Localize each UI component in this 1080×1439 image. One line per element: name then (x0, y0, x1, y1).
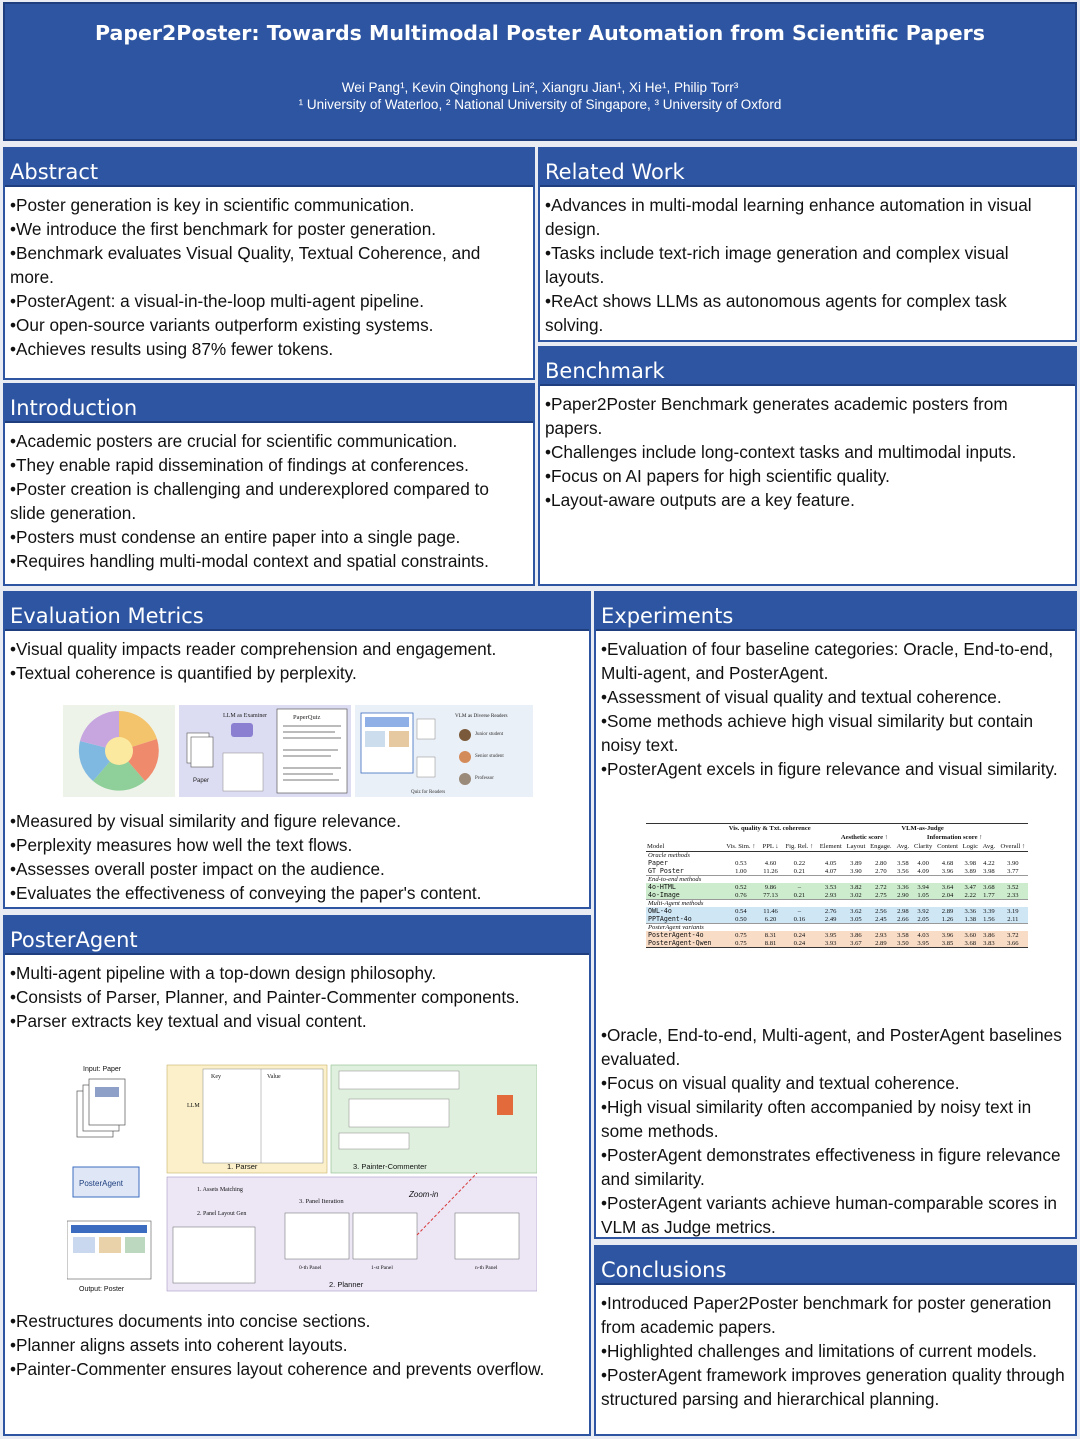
poster-title: Paper2Poster: Towards Multimodal Poster Automation from Scientific Papers (95, 21, 985, 45)
bullet-item: •Achieves results using 87% fewer tokens. (10, 339, 334, 359)
table-cell: 3.19 (1007, 907, 1019, 915)
table-column-header: Clarity (912, 842, 935, 852)
table-cell: 3.47 (964, 883, 977, 891)
bullet-item: •ReAct shows LLMs as autonomous agents for complex task solving. (545, 291, 1007, 335)
table-header-cell (646, 824, 722, 834)
table-row (646, 859, 1028, 867)
affiliations: ¹ University of Waterloo, ² National University of Singapore, ³ University of Oxford (298, 97, 782, 112)
table-cell: 4o-HTML (648, 883, 676, 891)
table-cell: 3.98 (964, 859, 977, 867)
table-cell: 2.72 (875, 883, 887, 891)
table-cell: 3.62 (850, 907, 862, 915)
table-cell: 2.80 (875, 859, 887, 867)
table-cell: 3.95 (917, 939, 929, 947)
introduction-bullets (5, 423, 533, 573)
bullet-item: •Layout-aware outputs are a key feature. (545, 490, 855, 510)
table-row (646, 883, 1028, 891)
table-cell: GT Poster (648, 867, 684, 875)
conclusions-section (594, 1245, 1077, 1436)
table-cell: 2.66 (897, 915, 909, 923)
bullet-item: •Posters must condense an entire paper into a single page. (10, 527, 461, 547)
table-cell: 1.77 (983, 891, 995, 899)
table-cell: 3.92 (917, 907, 929, 915)
bullet-item: •Visual quality impacts reader comprehension and engagement. (10, 639, 497, 659)
bullet-item: •High visual similarity often accompanied by noisy text in some methods. (601, 1097, 1032, 1141)
bullet-item: •Focus on visual quality and textual coherence. (601, 1073, 960, 1093)
table-column-header: Avg. (894, 842, 912, 852)
table-cell: 3.90 (1007, 859, 1019, 867)
bullet-item: •PosterAgent: a visual-in-the-loop multi-agent pipeline. (10, 291, 424, 311)
authors: Wei Pang¹, Kevin Qinghong Lin², Xiangru Jian¹, Xi He¹, Philip Torr³ (341, 80, 739, 95)
table-cell: 4.09 (917, 867, 929, 875)
table-cell: 1.56 (983, 915, 995, 923)
table-cell: 0.52 (735, 883, 747, 891)
poster-agent-heading: PosterAgent (5, 917, 589, 955)
table-cell: 4.22 (983, 859, 995, 867)
bullet-item: •Poster creation is challenging and underexplored compared to slide generation. (10, 479, 489, 523)
table-cell: OWL-4o (648, 907, 672, 915)
table-column-header: Fig. Rel. ↑ (782, 842, 817, 852)
bullet-item: •Highlighted challenges and limitations of current models. (601, 1341, 1037, 1361)
table-cell: 2.22 (964, 891, 977, 899)
table-row (646, 915, 1028, 924)
bullet-item: •PosterAgent excels in figure relevance and visual similarity. (601, 759, 1058, 779)
fig-llm: LLM (187, 1103, 200, 1109)
table-cell: 2.98 (897, 907, 909, 915)
poster-agent-section (3, 915, 591, 1436)
table-cell: 8.31 (764, 931, 777, 939)
experiments-section (594, 591, 1077, 1239)
introduction-heading: Introduction (5, 385, 533, 423)
table-cell: 3.85 (941, 939, 954, 947)
fig-paper-label: Paper (193, 778, 210, 784)
bullet-item: •Introduced Paper2Poster benchmark for poster generation from academic papers. (601, 1293, 1052, 1337)
table-cell: 4.00 (917, 859, 929, 867)
table-cell: 3.67 (850, 939, 862, 947)
table-cell: 2.93 (824, 891, 837, 899)
bullet-item: •Paper2Poster Benchmark generates academic posters from papers. (545, 394, 1008, 438)
fig-panel-iter: 3. Panel Iteration (299, 1198, 344, 1205)
table-cell: 3.90 (850, 867, 862, 875)
table-cell: Paper (648, 859, 668, 867)
table-cell: 3.86 (983, 931, 995, 939)
table-sub-header-row (646, 833, 1028, 842)
table-column-header: Vis. Sim. ↑ (722, 842, 759, 852)
table-column-header: Logic (960, 842, 980, 852)
table-group-header-row (646, 824, 1028, 834)
fig-p0: 0-th Panel (299, 1265, 322, 1271)
table-row (646, 891, 1028, 900)
bullet-item: •Painter-Commenter ensures layout coherence and prevents overflow. (10, 1359, 545, 1379)
bullet-item: •Challenges include long-context tasks and multimodal inputs. (545, 442, 1017, 462)
table-cell: 4.68 (941, 859, 954, 867)
table-cell: 3.72 (1007, 931, 1019, 939)
table-column-header: Avg. (980, 842, 998, 852)
experiments-heading: Experiments (596, 593, 1075, 631)
table-cell: 2.89 (875, 939, 887, 947)
bullet-item: •Multi-agent pipeline with a top-down design philosophy. (10, 963, 437, 983)
fig-panel-layout: 2. Panel Layout Gen (197, 1211, 247, 1217)
fig-examiner-label: LLM as Examiner (223, 713, 267, 719)
bullet-item: •Benchmark evaluates Visual Quality, Textual Coherence, and more. (10, 243, 481, 287)
fig-zoom: Zoom-in (409, 1190, 439, 1199)
fig-assets: 1. Assets Matching (197, 1187, 243, 1193)
experiments-bullets-bottom (596, 1017, 1075, 1239)
bullet-item: •Restructures documents into concise sections. (10, 1311, 371, 1331)
table-section-row (646, 876, 1028, 884)
table-cell: 1.38 (964, 915, 977, 923)
table-cell: 3.36 (897, 883, 909, 891)
table-cell: 0.76 (735, 891, 747, 899)
table-cell: 3.94 (917, 883, 929, 891)
benchmark-section (538, 346, 1077, 586)
table-cell: PosterAgent-4o (648, 931, 704, 939)
table-cell: 2.04 (941, 891, 954, 899)
table-cell: 3.83 (983, 939, 995, 947)
table-cell: 3.96 (941, 867, 954, 875)
table-column-header: Engage. (868, 842, 894, 852)
bullet-item: •Tasks include text-rich image generation and complex visual layouts. (545, 243, 1009, 287)
conclusions-heading: Conclusions (596, 1247, 1075, 1285)
fig-key: Key (211, 1074, 221, 1080)
bullet-item: •We introduce the first benchmark for poster generation. (10, 219, 437, 239)
table-cell: 3.52 (1007, 883, 1019, 891)
table-header-cell (998, 833, 1028, 842)
table-column-header: Model (646, 842, 722, 852)
bullet-item: •Some methods achieve high visual similarity but contain noisy text. (601, 711, 1034, 755)
table-cell: 3.58 (897, 859, 909, 867)
bullet-item: •Evaluates the effectiveness of conveying the paper's content. (10, 883, 482, 903)
table-cell: PosterAgent-Qwen (648, 939, 712, 947)
bullet-item: •Academic posters are crucial for scientific communication. (10, 431, 458, 451)
poster-agent-bullets-top (5, 955, 589, 1033)
table-row (646, 939, 1028, 948)
table-cell: 3.36 (964, 907, 977, 915)
table-cell: 2.05 (917, 915, 929, 923)
bullet-item: •Parser extracts key textual and visual content. (10, 1011, 367, 1031)
table-cell: 3.02 (850, 891, 862, 899)
table-cell: 3.77 (1007, 867, 1019, 875)
table-cell: 0.50 (735, 915, 747, 923)
table-cell: – (797, 907, 802, 915)
table-cell: 0.53 (735, 859, 747, 867)
table-section-label: Multi-Agent methods (646, 900, 1028, 908)
bullet-item: •Consists of Parser, Planner, and Painter-Commenter components. (10, 987, 520, 1007)
table-section-label: PosterAgent variants (646, 924, 1028, 932)
bullet-item: •Perplexity measures how well the text flows. (10, 835, 353, 855)
table-cell: 11.26 (763, 867, 778, 875)
table-cell: 3.56 (897, 867, 909, 875)
table-header-cell (646, 833, 817, 842)
introduction-section (3, 383, 535, 586)
table-cell: 3.89 (964, 867, 977, 875)
results-table-grid (646, 823, 1028, 948)
bullet-item: •PosterAgent framework improves generation quality through structured parsing and hierarchical planning. (601, 1365, 1065, 1409)
table-cell: 77.13 (763, 891, 778, 899)
bullet-item: •Our open-source variants outperform existing systems. (10, 315, 434, 335)
bullet-item: •PosterAgent variants achieve human-comparable scores in VLM as Judge metrics. (601, 1193, 1057, 1237)
table-section-row (646, 852, 1028, 860)
abstract-heading: Abstract (5, 149, 533, 187)
table-cell: 2.89 (941, 907, 954, 915)
table-cell: 3.66 (1007, 939, 1019, 947)
bullet-item: •Measured by visual similarity and figure relevance. (10, 811, 401, 831)
table-cell: 9.86 (764, 883, 777, 891)
table-cell: 3.86 (850, 931, 862, 939)
table-cell: PPTAgent-4o (648, 915, 692, 923)
table-cell: 4.03 (917, 931, 929, 939)
table-cell: 0.75 (735, 939, 747, 947)
table-section-label: End-to-end methods (646, 876, 1028, 884)
poster-agent-bullets-bottom (5, 1303, 550, 1381)
table-sub-header: Information score ↑ (926, 834, 983, 841)
table-cell: 2.70 (875, 867, 887, 875)
table-cell: 0.16 (793, 915, 806, 923)
table-cell: 0.21 (793, 891, 806, 899)
table-cell: 3.89 (850, 859, 862, 867)
table-cell: 3.60 (964, 931, 977, 939)
fig-agent-label: PosterAgent (79, 1179, 124, 1188)
bullet-item: •Oracle, End-to-end, Multi-agent, and PosterAgent baselines evaluated. (601, 1025, 1062, 1069)
table-cell: 6.20 (764, 915, 777, 923)
fig-p1: 1-st Panel (371, 1265, 393, 1271)
table-cell: 2.45 (875, 915, 887, 923)
table-cell: 2.75 (875, 891, 887, 899)
bullet-item: •Focus on AI papers for high scientific quality. (545, 466, 890, 486)
table-cell: 2.49 (824, 915, 837, 923)
table-section-row (646, 900, 1028, 908)
fig-painter: 3. Painter-Commenter (353, 1162, 427, 1171)
bullet-item: •Advances in multi-modal learning enhance automation in visual design. (545, 195, 1032, 239)
table-cell: 4.05 (824, 859, 837, 867)
table-cell: 3.39 (983, 907, 995, 915)
table-cell: 4.60 (764, 859, 777, 867)
bullet-item: •They enable rapid dissemination of findings at conferences. (10, 455, 469, 475)
table-cell: 3.68 (964, 939, 977, 947)
table-cell: 3.82 (850, 883, 862, 891)
experiments-bullets-top (596, 631, 1075, 781)
table-cell: 1.05 (917, 891, 929, 899)
abstract-bullets (5, 187, 533, 361)
table-row (646, 867, 1028, 876)
related-work-heading: Related Work (540, 149, 1075, 187)
table-cell: 0.75 (735, 931, 747, 939)
table-cell: 3.68 (983, 883, 995, 891)
bullet-item: •Planner aligns assets into coherent layouts. (10, 1335, 348, 1355)
table-cell: 3.50 (897, 939, 909, 947)
evaluation-section (3, 591, 591, 909)
evaluation-heading: Evaluation Metrics (5, 593, 589, 631)
bullet-item: •Assesses overall poster impact on the audience. (10, 859, 385, 879)
conclusions-bullets (596, 1285, 1075, 1411)
table-cell: 0.22 (793, 859, 806, 867)
table-cell: 2.93 (875, 931, 887, 939)
table-cell: 0.24 (793, 931, 806, 939)
bullet-item: •Requires handling multi-modal context and spatial constraints. (10, 551, 489, 571)
fig-parser: 1. Parser (227, 1162, 258, 1171)
results-table (646, 823, 1028, 948)
table-cell: 4.07 (824, 867, 837, 875)
table-column-header: PPL ↓ (759, 842, 781, 852)
table-column-header: Layout (844, 842, 867, 852)
table-row (646, 931, 1028, 939)
evaluation-bullets-top (5, 631, 589, 685)
table-section-row (646, 924, 1028, 932)
bullet-item: •PosterAgent demonstrates effectiveness in figure relevance and similarity. (601, 1145, 1061, 1189)
table-cell: 3.58 (897, 931, 909, 939)
table-cell: 0.54 (735, 907, 747, 915)
fig-readers-label: VLM as Diverse Readers (455, 713, 508, 719)
table-cell: 3.53 (824, 883, 837, 891)
table-row (646, 907, 1028, 915)
table-cell: 0.21 (793, 867, 806, 875)
evaluation-figure (63, 705, 533, 799)
related-work-section (538, 147, 1077, 342)
table-cell: 2.33 (1007, 891, 1019, 899)
table-cell: 1.26 (941, 915, 954, 923)
bullet-item: •Textual coherence is quantified by perplexity. (10, 663, 357, 683)
table-column-header: Element (817, 842, 844, 852)
table-column-header: Content (935, 842, 961, 852)
table-group-header: VLM-as-Judge (901, 825, 944, 832)
evaluation-bullets-bottom (5, 803, 487, 905)
fig-quiz-for: Quiz for Readers (411, 790, 446, 795)
fig-reader3: Professor (475, 776, 494, 781)
poster-agent-figure (67, 1063, 537, 1295)
table-cell: 3.93 (824, 939, 837, 947)
bullet-item: •Assessment of visual quality and textual coherence. (601, 687, 1002, 707)
fig-value: Value (267, 1074, 281, 1080)
bullet-item: •Evaluation of four baseline categories: Oracle, End-to-end, Multi-agent, and PosterAgent. (601, 639, 1054, 683)
abstract-section (3, 147, 535, 380)
table-cell: 3.05 (850, 915, 862, 923)
table-cell: 2.90 (897, 891, 909, 899)
table-column-header-row (646, 842, 1028, 852)
fig-reader1: Junior student (475, 732, 504, 737)
fig-output-label: Output: Poster (79, 1286, 125, 1293)
table-section-label: Oracle methods (646, 852, 1028, 860)
fig-reader2: Senior student (475, 754, 504, 759)
table-cell: 8.81 (764, 939, 777, 947)
table-cell: 1.00 (735, 867, 747, 875)
fig-pn: n-th Panel (475, 1265, 498, 1271)
table-column-header: Overall ↑ (998, 842, 1028, 852)
table-group-header: Vis. quality & Txt. coherence (728, 825, 811, 832)
fig-planner: 2. Planner (329, 1280, 364, 1289)
title-banner (3, 2, 1077, 141)
table-cell: 4o-Image (648, 891, 680, 899)
table-sub-header: Aesthetic score ↑ (840, 834, 888, 841)
table-cell: 3.64 (941, 883, 954, 891)
fig-input-label: Input: Paper (83, 1066, 122, 1073)
table-cell: 3.98 (983, 867, 995, 875)
table-cell: 3.95 (824, 931, 837, 939)
fig-quiz-label: PaperQuiz (293, 714, 321, 721)
table-cell: 3.96 (941, 931, 954, 939)
benchmark-heading: Benchmark (540, 348, 1075, 386)
table-cell: 2.76 (824, 907, 837, 915)
bullet-item: •Poster generation is key in scientific communication. (10, 195, 415, 215)
benchmark-bullets (540, 386, 1075, 512)
table-cell: 0.24 (793, 939, 806, 947)
table-cell: 2.11 (1007, 915, 1019, 923)
table-cell: 11.46 (763, 907, 778, 915)
related-work-bullets (540, 187, 1075, 337)
table-cell: 2.56 (875, 907, 887, 915)
table-cell: – (797, 883, 802, 891)
